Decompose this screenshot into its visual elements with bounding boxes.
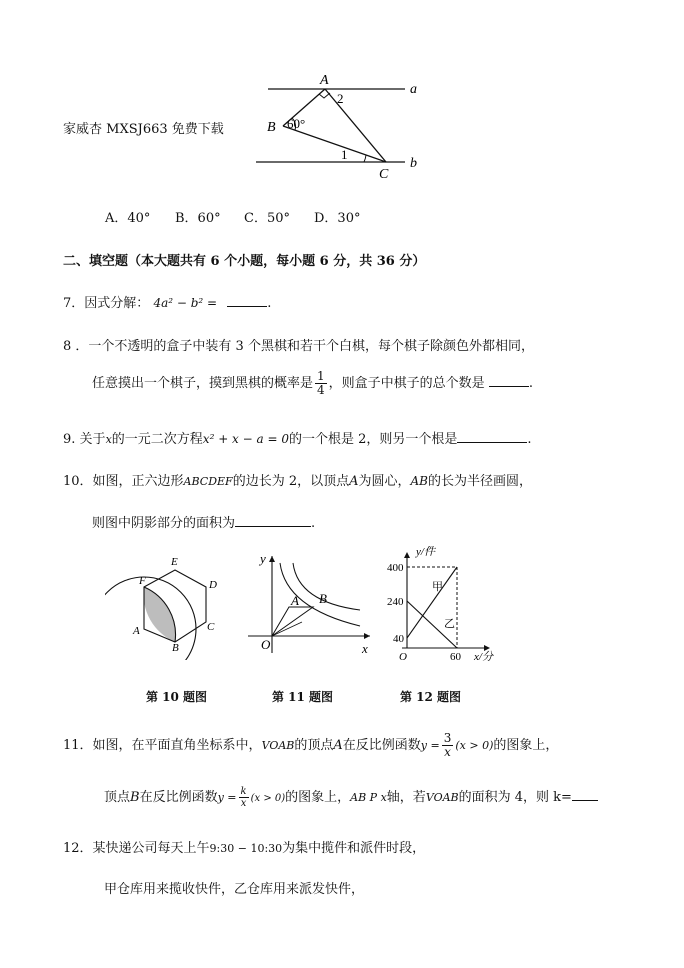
label-60: 60° [287, 116, 306, 131]
caption-fig11: 第 11 题图 [272, 690, 334, 704]
q9-post: 的一个根是 2，则另一个根是 [288, 432, 458, 447]
q6-option-d: D．30° [314, 211, 361, 226]
q8-frac-num: 1 [317, 369, 325, 383]
fig12-yunit: y/件 [416, 546, 435, 558]
label-b: b [410, 156, 417, 171]
q9-var: x [105, 433, 112, 446]
header-note: 家威杏 MXSJ663 免费下载 [63, 122, 224, 137]
q11-line2: 顶点B在反比例函数y = $\frac{k}{x}$ (x > 0)的图象上，AB P x轴，若VOAB的面积为 4，则 k= [104, 786, 598, 809]
section2-title: 二、填空题（本大题共有 6 个小题，每小题 6 分，共 36 分） [63, 254, 426, 269]
fig12-jia: 甲 [432, 581, 443, 593]
q10-AB: AB [410, 474, 428, 488]
q11-triangle-1: VOAB [261, 739, 295, 752]
fig11-label-x: x [362, 641, 368, 656]
q11-frac-1: $\frac{3}{x}$ [443, 731, 452, 759]
q10-hexagon-name: ABCDEF [183, 475, 233, 488]
fig10-label-D: D [209, 579, 217, 591]
q11-func-1: y = [420, 739, 440, 752]
fig11-label-O: O [261, 637, 271, 652]
label-B: B [267, 120, 276, 135]
q7-text: 因式分解： [84, 296, 150, 311]
label-1: 1 [341, 147, 348, 162]
q10-number: 10．如图，正六边形 [63, 474, 184, 489]
q11-number: 11． [63, 738, 93, 753]
caption-fig12: 第 12 题图 [400, 690, 462, 704]
q10-line2: 则图中阴影部分的面积为 . [92, 516, 316, 531]
q10-answer-blank [235, 514, 311, 527]
q6-option-c: C．50° [244, 211, 290, 226]
label-A: A [320, 73, 329, 88]
fig12-y400: 400 [387, 562, 404, 574]
q8-line2: 任意摸出一个棋子，摸到黑棋的概率是 $\frac{1}{4}$ ，则盒子中棋子的总个数是 . [92, 369, 533, 397]
q10-vertex-A: A [349, 474, 359, 489]
q11-triangle-2: VOAB [425, 791, 459, 804]
q7-number: 7． [63, 296, 85, 311]
figure-12 [380, 546, 500, 664]
q8-line2-post: ，则盒子中棋子的总个数是 [328, 376, 485, 391]
q8-line2-pre: 任意摸出一个棋子，摸到黑棋的概率是 [92, 376, 314, 391]
fig12-xunit: x/分 [474, 651, 493, 663]
angle-1-arc [364, 155, 366, 162]
q11-func-2: y = [217, 791, 237, 804]
q8-fraction [315, 370, 327, 397]
fig12-x60: 60 [450, 651, 461, 663]
fig11-label-y: y [260, 551, 266, 566]
q11-parallel: AB P x [350, 791, 387, 804]
figure-11 [240, 548, 375, 658]
figure-10 [105, 550, 225, 660]
q6-option-a: A．40° [105, 211, 151, 226]
q6-figure [240, 70, 430, 185]
question-9: 9. 关于x的一元二次方程x² + x − a = 0的一个根是 2，则另一个根是 . [63, 432, 532, 447]
label-C: C [379, 167, 389, 182]
caption-fig10: 第 10 题图 [146, 690, 208, 704]
fig10-label-A: A [133, 625, 140, 637]
q7-expr: 4a² − b² = [153, 296, 218, 310]
q12-line1: 12．某快递公司每天上午9:30 − 10:30为集中揽件和派件时段， [63, 841, 426, 856]
fig10-label-F: F [139, 575, 146, 587]
fig12-yi: 乙 [444, 618, 455, 630]
q11-answer-blank [572, 788, 598, 801]
q6-option-b: B．60° [175, 211, 221, 226]
q9-number: 9. [63, 432, 76, 447]
triangle-OAB [272, 607, 313, 636]
q8-answer-blank [489, 374, 529, 387]
fig10-label-B: B [172, 642, 179, 654]
q9-answer-blank [457, 430, 527, 443]
label-2: 2 [337, 91, 344, 106]
fig12-y40: 40 [393, 633, 404, 645]
shaded-region [143, 587, 175, 642]
fig10-label-E: E [171, 556, 178, 568]
fig12-O: O [399, 651, 407, 663]
fig12-y240: 240 [387, 596, 404, 608]
q11-line1: 11．如图，在平面直角坐标系中，VOAB的顶点A在反比例函数y = $\frac{3}{x}$ (x > 0)的图象上， [63, 731, 559, 759]
right-angle-mark [319, 93, 330, 98]
q12-time: 9:30 − 10:30 [209, 842, 283, 855]
fig10-label-C: C [207, 621, 215, 633]
q9-mid: 的一元二次方程 [111, 432, 203, 447]
label-a: a [410, 82, 417, 97]
q12-line2: 甲仓库用来揽收快件，乙仓库用来派发快件， [104, 882, 365, 897]
q8-frac-den: 4 [317, 383, 325, 397]
fig11-label-A: A [291, 593, 299, 608]
q8-line1: 8 ．一个不透明的盒子中装有 3 个黑棋和若干个白棋，每个棋子除颜色外都相同， [63, 339, 534, 354]
q7-answer-blank [227, 294, 267, 307]
q9-equation: x² + x − a = 0 [202, 432, 289, 446]
q11-frac-2: $\frac{k}{x}$ [240, 786, 247, 809]
question-7: 7．因式分解： 4a² − b² = . [63, 296, 272, 311]
q9-pre: 关于 [79, 432, 106, 447]
q10-line1: 10．如图，正六边形ABCDEF的边长为 2，以顶点A为圆心，AB的长为半径画圆， [63, 474, 532, 489]
fig11-label-B: B [319, 591, 327, 606]
